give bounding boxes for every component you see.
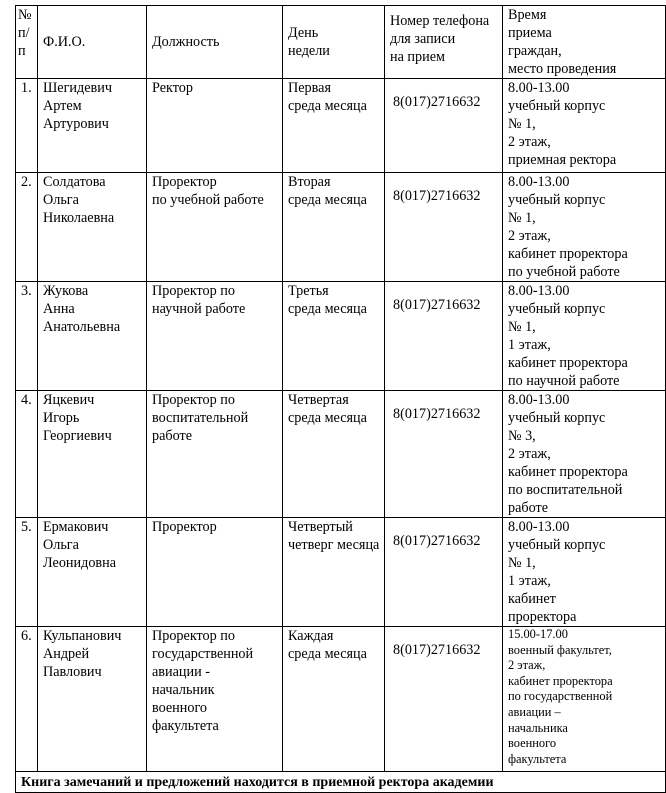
- table-row: [16, 79, 666, 173]
- row-day: Первая среда месяца: [283, 79, 385, 173]
- row-position: Ректор: [147, 79, 283, 173]
- table-row: [16, 173, 666, 282]
- table-header-row: [16, 6, 666, 79]
- row-name: Ермакович Ольга Леонидовна: [38, 518, 147, 627]
- header-day: День недели: [283, 6, 385, 79]
- row-phone: 8(017)2716632: [385, 391, 503, 518]
- table-row: [16, 391, 666, 518]
- header-time: Время приема граждан, место проведения: [503, 6, 666, 79]
- row-phone: 8(017)2716632: [385, 79, 503, 173]
- row-time: 15.00-17.00 военный факультет, 2 этаж, кабинет проректора по государственной авиации – начальника военного факультета: [503, 627, 666, 772]
- table-footer-row: [16, 772, 666, 793]
- row-position: Проректор по учебной работе: [147, 173, 283, 282]
- row-name: Яцкевич Игорь Георгиевич: [38, 391, 147, 518]
- row-name: Кульпанович Андрей Павлович: [38, 627, 147, 772]
- row-position: Проректор по воспитательной работе: [147, 391, 283, 518]
- row-phone: 8(017)2716632: [385, 518, 503, 627]
- reception-schedule-table: [15, 5, 666, 793]
- row-position: Проректор: [147, 518, 283, 627]
- row-day: Четвертая среда месяца: [283, 391, 385, 518]
- table-row: [16, 627, 666, 772]
- row-phone: 8(017)2716632: [385, 627, 503, 772]
- row-phone: 8(017)2716632: [385, 282, 503, 391]
- row-num: 6.: [16, 627, 38, 772]
- header-position: Должность: [147, 6, 283, 79]
- row-num: 1.: [16, 79, 38, 173]
- header-phone: Номер телефона для записи на прием: [385, 6, 503, 79]
- row-day: Четвертый четверг месяца: [283, 518, 385, 627]
- row-num: 5.: [16, 518, 38, 627]
- footer-note: Книга замечаний и предложений находится в приемной ректора академии: [16, 772, 666, 793]
- row-time: 8.00-13.00 учебный корпус № 1, 1 этаж, кабинет проректора: [503, 518, 666, 627]
- row-num: 3.: [16, 282, 38, 391]
- table-row: [16, 518, 666, 627]
- row-time: 8.00-13.00 учебный корпус № 1, 2 этаж, приемная ректора: [503, 79, 666, 173]
- row-position: Проректор по научной работе: [147, 282, 283, 391]
- row-position: Проректор по государственной авиации - начальник военного факультета: [147, 627, 283, 772]
- row-day: Вторая среда месяца: [283, 173, 385, 282]
- row-num: 4.: [16, 391, 38, 518]
- row-num: 2.: [16, 173, 38, 282]
- row-day: Каждая среда месяца: [283, 627, 385, 772]
- header-name: Ф.И.О.: [38, 6, 147, 79]
- row-time: 8.00-13.00 учебный корпус № 3, 2 этаж, кабинет проректора по воспитательной работе: [503, 391, 666, 518]
- row-name: Шегидевич Артем Артурович: [38, 79, 147, 173]
- row-time: 8.00-13.00 учебный корпус № 1, 2 этаж, кабинет проректора по учебной работе: [503, 173, 666, 282]
- row-time: 8.00-13.00 учебный корпус № 1, 1 этаж, кабинет проректора по научной работе: [503, 282, 666, 391]
- row-name: Жукова Анна Анатольевна: [38, 282, 147, 391]
- row-phone: 8(017)2716632: [385, 173, 503, 282]
- row-name: Солдатова Ольга Николаевна: [38, 173, 147, 282]
- row-day: Третья среда месяца: [283, 282, 385, 391]
- table-row: [16, 282, 666, 391]
- header-num: № п/п: [16, 6, 38, 79]
